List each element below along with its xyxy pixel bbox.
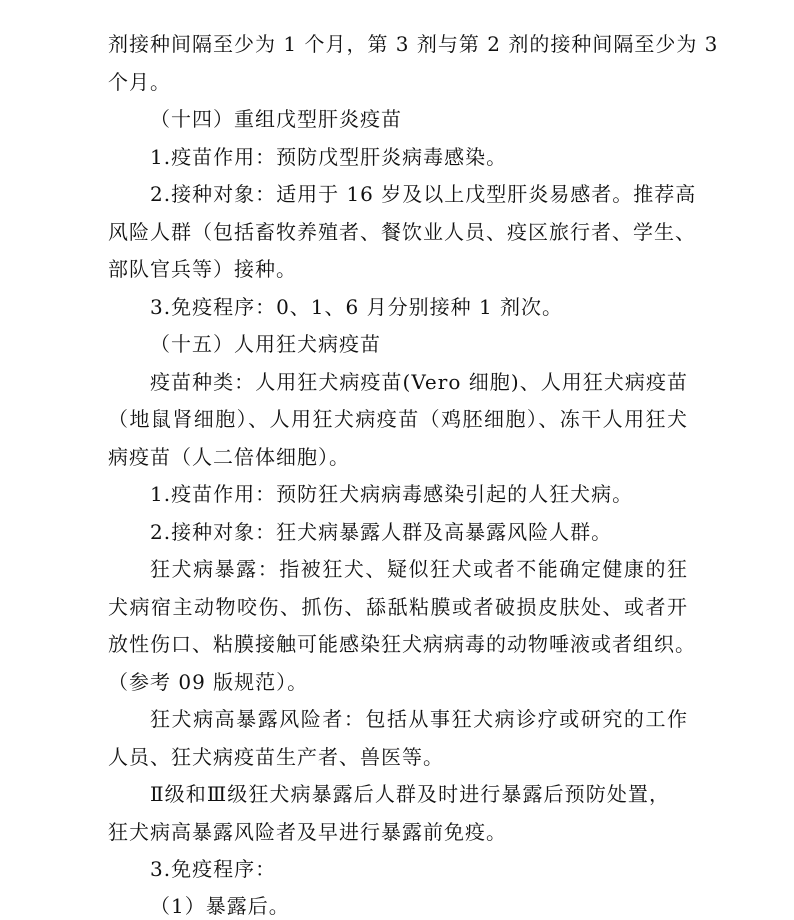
text-line: （地鼠肾细胞）、人用狂犬病疫苗（鸡胚细胞）、冻干人用狂犬 (108, 407, 688, 431)
text-line: （参考 09 版规范）。 (108, 670, 309, 694)
text-line: 部队官兵等）接种。 (108, 257, 297, 281)
text-line: 犬病宿主动物咬伤、抓伤、舔舐粘膜或者破损皮肤处、或者开 (108, 595, 688, 619)
text-line: 病疫苗（人二倍体细胞）。 (108, 445, 350, 469)
text-line: 个月。 (108, 70, 171, 94)
text-line: 3.免疫程序：0、1、6 月分别接种 1 剂次。 (150, 295, 564, 319)
section-heading: （十四）重组戊型肝炎疫苗 (150, 107, 402, 131)
text-line: 风险人群（包括畜牧养殖者、餐饮业人员、疫区旅行者、学生、 (108, 220, 696, 244)
text-line: 3.免疫程序： (150, 857, 277, 881)
text-line: 2.接种对象：狂犬病暴露人群及高暴露风险人群。 (150, 520, 613, 544)
section-heading: （十五）人用狂犬病疫苗 (150, 332, 381, 356)
text-line: 1.疫苗作用：预防戊型肝炎病毒感染。 (150, 145, 508, 169)
text-line: 2.接种对象：适用于 16 岁及以上戊型肝炎易感者。推荐高 (150, 182, 697, 206)
text-line: 狂犬病高暴露风险者：包括从事狂犬病诊疗或研究的工作 (150, 707, 688, 731)
text-line: 放性伤口、粘膜接触可能感染狂犬病病毒的动物唾液或者组织。 (108, 632, 696, 656)
text-line: （1）暴露后。 (150, 894, 290, 918)
text-line: 狂犬病暴露：指被狂犬、疑似狂犬或者不能确定健康的狂 (150, 557, 688, 581)
text-line: 1.疫苗作用：预防狂犬病病毒感染引起的人狂犬病。 (150, 482, 634, 506)
text-line: Ⅱ级和Ⅲ级狂犬病暴露后人群及时进行暴露后预防处置， (150, 782, 670, 806)
text-line: 人员、狂犬病疫苗生产者、兽医等。 (108, 745, 444, 769)
text-line: 狂犬病高暴露风险者及早进行暴露前免疫。 (108, 820, 507, 844)
text-line: 剂接种间隔至少为 1 个月，第 3 剂与第 2 剂的接种间隔至少为 3 (108, 32, 719, 56)
text-line: 疫苗种类：人用狂犬病疫苗(Vero 细胞)、人用狂犬病疫苗 (150, 370, 688, 394)
